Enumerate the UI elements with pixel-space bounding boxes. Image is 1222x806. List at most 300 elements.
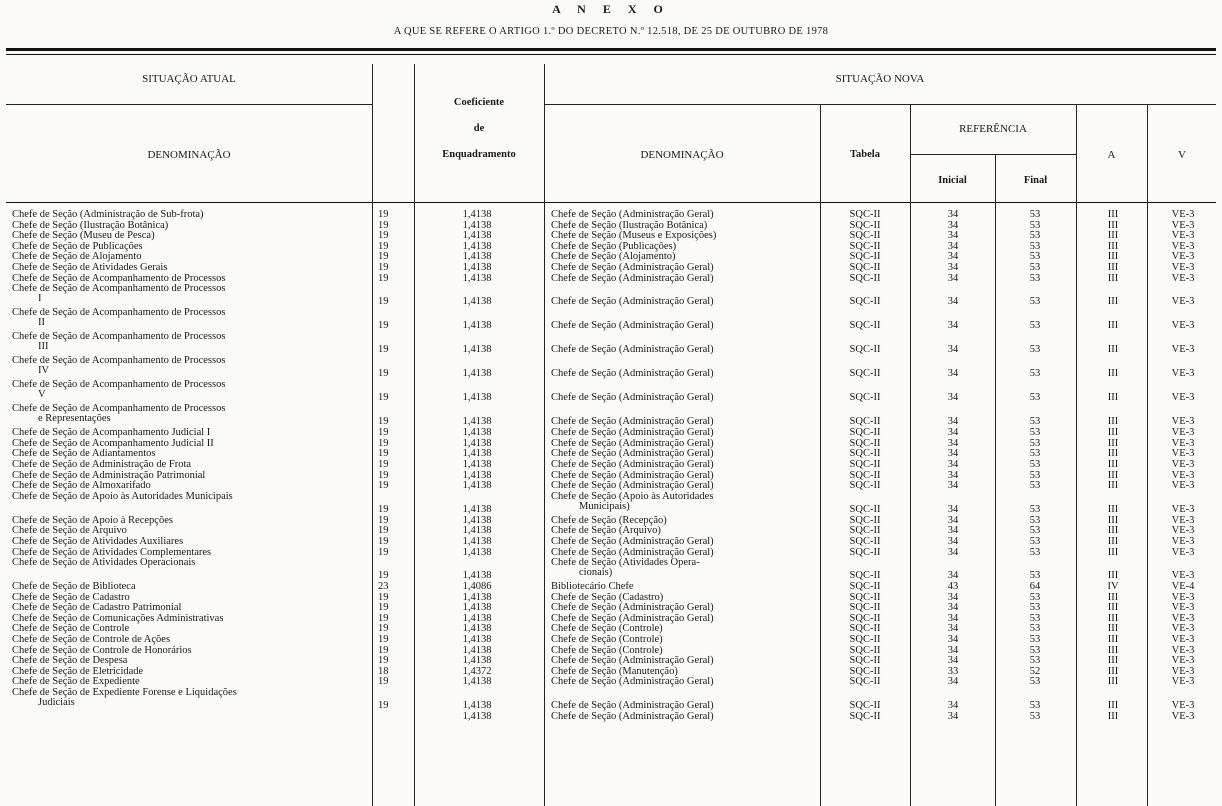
referencia-inicial: 34: [947, 525, 959, 537]
referencia-inicial: 34: [947, 230, 959, 242]
referencia-inicial: 34: [947, 546, 959, 558]
grupo: 18: [378, 665, 389, 677]
denominacao-nova: Chefe de Seção (Cadastro): [551, 591, 664, 603]
tabela: SQC-II: [849, 525, 881, 537]
referencia-final: 53: [1029, 623, 1041, 635]
table-row: [0, 558, 1222, 582]
referencia-final: 53: [1029, 458, 1041, 470]
referencia-inicial: 34: [947, 458, 959, 470]
coluna-v: VE-3: [1171, 368, 1195, 380]
referencia-inicial: 34: [947, 320, 959, 332]
denominacao-atual-cont: IV: [38, 365, 50, 377]
denominacao-atual-cont: Judiciais: [38, 697, 75, 709]
referencia-final: 53: [1029, 634, 1041, 646]
referencia-final: 53: [1029, 655, 1041, 667]
coluna-a: III: [1107, 240, 1119, 252]
referencia-inicial: 34: [947, 480, 959, 492]
denominacao-atual: Chefe de Seção de Adiantamentos: [12, 448, 156, 460]
coluna-a: III: [1107, 644, 1119, 656]
denominacao-nova: Chefe de Seção (Administração Geral): [551, 711, 714, 723]
denominacao-atual: Chefe de Seção de Atividades Gerais: [12, 261, 168, 273]
grupo: 19: [378, 676, 389, 688]
coluna-a: III: [1107, 320, 1119, 332]
coeficiente: 1,4138: [462, 623, 492, 635]
table-row: [0, 284, 1222, 308]
tabela: SQC-II: [849, 427, 881, 439]
coluna-a: III: [1107, 612, 1119, 624]
referencia-final: 53: [1029, 700, 1041, 712]
referencia-inicial: 34: [947, 514, 959, 526]
coluna-v: VE-3: [1171, 296, 1195, 308]
denominacao-atual: Chefe de Seção de Expediente: [12, 676, 140, 688]
grupo: 19: [378, 514, 389, 526]
coeficiente: 1,4138: [462, 634, 492, 646]
denominacao-atual: Chefe de Seção de Acompanhamento de Processos: [12, 272, 226, 284]
coeficiente: 1,4138: [462, 437, 492, 449]
tabela: SQC-II: [849, 437, 881, 449]
tabela: SQC-II: [849, 623, 881, 635]
coluna-a: III: [1107, 219, 1119, 231]
denominacao-atual: Chefe de Seção de Eletricidade: [12, 665, 144, 677]
coluna-v: VE-3: [1171, 469, 1195, 481]
tabela: SQC-II: [849, 665, 881, 677]
referencia-final: 53: [1029, 503, 1041, 515]
denominacao-nova: Chefe de Seção (Administração Geral): [551, 437, 714, 449]
coluna-v: VE-3: [1171, 251, 1195, 263]
coluna-a: III: [1107, 655, 1119, 667]
referencia-final: 53: [1029, 480, 1041, 492]
denominacao-nova: Chefe de Seção (Administração Geral): [551, 612, 714, 624]
referencia-final: 53: [1029, 416, 1041, 428]
referencia-inicial: 34: [947, 448, 959, 460]
coeficiente: 1,4138: [462, 711, 492, 723]
table-row: [0, 537, 1222, 548]
denominacao-atual: Chefe de Seção de Alojamento: [12, 251, 142, 263]
coeficiente: 1,4138: [462, 427, 492, 439]
coeficiente: 1,4138: [462, 546, 492, 558]
grupo: 19: [378, 320, 389, 332]
referencia-final: 53: [1029, 261, 1041, 273]
coluna-v: VE-3: [1171, 546, 1195, 558]
coluna-v: VE-3: [1171, 676, 1195, 688]
coluna-v: VE-3: [1171, 344, 1195, 356]
coluna-a: III: [1107, 570, 1119, 582]
table-row: [0, 332, 1222, 356]
grupo: 19: [378, 503, 389, 515]
coluna-v: VE-3: [1171, 570, 1195, 582]
header-rule: [544, 104, 1216, 105]
denominacao-nova-cont: cionais): [579, 567, 613, 579]
denominacao-atual: Chefe de Seção de Almoxarifado: [12, 480, 151, 492]
referencia-final: 53: [1029, 240, 1041, 252]
tabela: SQC-II: [849, 602, 881, 614]
denominacao-atual: Chefe de Seção de Atividades Complementares: [12, 546, 212, 558]
denominacao-atual: Chefe de Seção de Acompanhamento de Processos: [12, 307, 226, 319]
coluna-v: VE-3: [1171, 655, 1195, 667]
referencia-final: 53: [1029, 711, 1041, 723]
referencia-final: 53: [1029, 469, 1041, 481]
coluna-a: III: [1107, 368, 1119, 380]
grupo: 19: [378, 344, 389, 356]
tabela: SQC-II: [849, 296, 881, 308]
coeficiente: 1,4138: [462, 644, 492, 656]
denominacao-atual: Chefe de Seção de Expediente Forense e Liquidações: [12, 687, 237, 699]
referencia-final: 53: [1029, 209, 1041, 220]
coluna-v: VE-4: [1171, 581, 1195, 593]
coluna-v: VE-3: [1171, 261, 1195, 273]
header-final: Final: [1023, 175, 1048, 186]
coeficiente: 1,4138: [462, 392, 492, 404]
denominacao-atual: Chefe de Seção de Administração Patrimonial: [12, 469, 206, 481]
header-de: de: [473, 123, 485, 134]
coeficiente: 1,4138: [462, 525, 492, 537]
denominacao-nova: Chefe de Seção (Administração Geral): [551, 655, 714, 667]
coluna-a: III: [1107, 634, 1119, 646]
tabela: SQC-II: [849, 655, 881, 667]
denominacao-atual: Chefe de Seção de Arquivo: [12, 525, 127, 537]
table-row: [0, 380, 1222, 404]
coluna-v: VE-3: [1171, 535, 1195, 547]
referencia-inicial: 34: [947, 591, 959, 603]
denominacao-atual: Chefe de Seção de Cadastro Patrimonial: [12, 602, 182, 614]
tabela: SQC-II: [849, 209, 881, 220]
denominacao-nova: Chefe de Seção (Administração Geral): [551, 320, 714, 332]
referencia-final: 53: [1029, 525, 1041, 537]
denominacao-nova: Chefe de Seção (Museus e Exposições): [551, 230, 717, 242]
coeficiente: 1,4138: [462, 261, 492, 273]
coluna-a: III: [1107, 344, 1119, 356]
referencia-final: 53: [1029, 320, 1041, 332]
table-row: [0, 308, 1222, 332]
denominacao-nova-cont: Municipais): [579, 500, 630, 512]
denominacao-atual-cont: e Representações: [38, 413, 111, 425]
grupo: 19: [378, 480, 389, 492]
referencia-final: 53: [1029, 535, 1041, 547]
denominacao-nova: Chefe de Seção (Arquivo): [551, 525, 661, 537]
coeficiente: 1,4086: [462, 581, 492, 593]
grupo: 19: [378, 392, 389, 404]
coluna-v: VE-3: [1171, 437, 1195, 449]
coeficiente: 1,4138: [462, 209, 492, 220]
tabela: SQC-II: [849, 261, 881, 273]
referencia-final: 53: [1029, 612, 1041, 624]
referencia-inicial: 34: [947, 219, 959, 231]
grupo: 19: [378, 458, 389, 470]
coluna-a: III: [1107, 448, 1119, 460]
grupo: 19: [378, 219, 389, 231]
referencia-final: 53: [1029, 546, 1041, 558]
coluna-a: III: [1107, 503, 1119, 515]
denominacao-nova: Chefe de Seção (Apoio às Autoridades: [551, 490, 714, 502]
tabela: SQC-II: [849, 546, 881, 558]
grupo: 19: [378, 296, 389, 308]
denominacao-atual: Chefe de Seção de Acompanhamento de Processos: [12, 355, 226, 367]
denominacao-atual: Chefe de Seção de Controle de Honorários: [12, 644, 192, 656]
referencia-final: 53: [1029, 448, 1041, 460]
coluna-a: III: [1107, 272, 1119, 284]
tabela: SQC-II: [849, 344, 881, 356]
tabela: SQC-II: [849, 700, 881, 712]
table-row: [0, 263, 1222, 274]
tabela: SQC-II: [849, 240, 881, 252]
coluna-a: III: [1107, 469, 1119, 481]
coluna-a: III: [1107, 602, 1119, 614]
coluna-a: III: [1107, 230, 1119, 242]
denominacao-atual-cont: V: [38, 389, 46, 401]
denominacao-nova: Chefe de Seção (Atividades Opera-: [551, 557, 700, 569]
referencia-inicial: 34: [947, 535, 959, 547]
document-subtitle: A QUE SE REFERE O ARTIGO 1.º DO DECRETO N.º 12.518, DE 25 DE OUTUBRO DE 1978: [393, 26, 829, 37]
denominacao-nova: Chefe de Seção (Administração Geral): [551, 458, 714, 470]
denominacao-nova: Chefe de Seção (Controle): [551, 644, 663, 656]
referencia-final: 52: [1029, 665, 1041, 677]
table-body: [0, 210, 1222, 723]
coluna-a: III: [1107, 525, 1119, 537]
referencia-inicial: 34: [947, 644, 959, 656]
grupo: 19: [378, 634, 389, 646]
tabela: SQC-II: [849, 480, 881, 492]
tabela: SQC-II: [849, 514, 881, 526]
coluna-v: VE-3: [1171, 209, 1195, 220]
tabela: SQC-II: [849, 392, 881, 404]
denominacao-nova: Chefe de Seção (Ilustração Botânica): [551, 219, 708, 231]
table-row: [0, 688, 1222, 712]
coluna-v: VE-3: [1171, 634, 1195, 646]
coluna-v: VE-3: [1171, 392, 1195, 404]
grupo: 23: [378, 581, 389, 593]
coeficiente: 1,4138: [462, 612, 492, 624]
denominacao-atual: Chefe de Seção de Acompanhamento Judicial I: [12, 427, 211, 439]
coeficiente: 1,4372: [462, 665, 492, 677]
coluna-a: III: [1107, 458, 1119, 470]
referencia-final: 53: [1029, 570, 1041, 582]
top-rule: [6, 48, 1216, 51]
denominacao-nova: Chefe de Seção (Administração Geral): [551, 469, 714, 481]
grupo: 19: [378, 623, 389, 635]
denominacao-atual: Chefe de Seção de Despesa: [12, 655, 128, 667]
tabela: SQC-II: [849, 612, 881, 624]
denominacao-atual: Chefe de Seção (Administração de Sub-frota): [12, 209, 204, 220]
tabela: SQC-II: [849, 634, 881, 646]
grupo: 19: [378, 272, 389, 284]
coluna-v: VE-3: [1171, 612, 1195, 624]
tabela: SQC-II: [849, 591, 881, 603]
coeficiente: 1,4138: [462, 469, 492, 481]
tabela: SQC-II: [849, 581, 881, 593]
coluna-a: III: [1107, 251, 1119, 263]
coeficiente: 1,4138: [462, 676, 492, 688]
coluna-a: III: [1107, 591, 1119, 603]
coeficiente: 1,4138: [462, 591, 492, 603]
coluna-v: VE-3: [1171, 623, 1195, 635]
referencia-inicial: 34: [947, 655, 959, 667]
denominacao-nova: Chefe de Seção (Administração Geral): [551, 546, 714, 558]
coluna-v: VE-3: [1171, 427, 1195, 439]
referencia-inicial: 43: [947, 581, 959, 593]
tabela: SQC-II: [849, 535, 881, 547]
top-rule-thin: [6, 54, 1216, 55]
referencia-inicial: 34: [947, 437, 959, 449]
coluna-v: VE-3: [1171, 514, 1195, 526]
denominacao-nova: Chefe de Seção (Publicações): [551, 240, 677, 252]
table-row: [0, 460, 1222, 471]
referencia-inicial: 34: [947, 602, 959, 614]
denominacao-atual: Chefe de Seção de Comunicações Administrativas: [12, 612, 224, 624]
coluna-v: VE-3: [1171, 711, 1195, 723]
coluna-a: IV: [1107, 581, 1119, 593]
coeficiente: 1,4138: [462, 219, 492, 231]
tabela: SQC-II: [849, 251, 881, 263]
coluna-a: III: [1107, 514, 1119, 526]
denominacao-nova: Chefe de Seção (Administração Geral): [551, 535, 714, 547]
grupo: 19: [378, 448, 389, 460]
grupo: 19: [378, 535, 389, 547]
denominacao-nova: Chefe de Seção (Administração Geral): [551, 209, 714, 220]
table-row: [0, 210, 1222, 221]
denominacao-atual: Chefe de Seção (Museu de Pesca): [12, 230, 155, 242]
denominacao-nova: Chefe de Seção (Administração Geral): [551, 700, 714, 712]
coluna-a: III: [1107, 676, 1119, 688]
coluna-v: VE-3: [1171, 665, 1195, 677]
coluna-a: III: [1107, 711, 1119, 723]
coeficiente: 1,4138: [462, 272, 492, 284]
denominacao-nova: Chefe de Seção (Administração Geral): [551, 676, 714, 688]
header-situacao-nova: SITUAÇÃO NOVA: [835, 73, 925, 85]
denominacao-atual-cont: III: [38, 341, 49, 353]
referencia-final: 53: [1029, 644, 1041, 656]
coluna-a: III: [1107, 392, 1119, 404]
coeficiente: 1,4138: [462, 416, 492, 428]
coluna-a: III: [1107, 623, 1119, 635]
coeficiente: 1,4138: [462, 602, 492, 614]
denominacao-nova: Chefe de Seção (Administração Geral): [551, 448, 714, 460]
referencia-inicial: 34: [947, 503, 959, 515]
grupo: 19: [378, 261, 389, 273]
coluna-v: VE-3: [1171, 240, 1195, 252]
denominacao-atual: Chefe de Seção (Ilustração Botânica): [12, 219, 169, 231]
coeficiente: 1,4138: [462, 344, 492, 356]
denominacao-atual: Chefe de Seção de Acompanhamento de Processos: [12, 403, 226, 415]
header-situacao-atual: SITUAÇÃO ATUAL: [142, 73, 236, 85]
referencia-final: 53: [1029, 219, 1041, 231]
grupo: 19: [378, 240, 389, 252]
grupo: 19: [378, 644, 389, 656]
header-bottom-rule: [6, 202, 1216, 203]
coluna-v: VE-3: [1171, 700, 1195, 712]
denominacao-atual: Chefe de Seção de Atividades Auxiliares: [12, 535, 184, 547]
referencia-final: 53: [1029, 676, 1041, 688]
tabela: SQC-II: [849, 320, 881, 332]
tabela: SQC-II: [849, 644, 881, 656]
denominacao-nova: Chefe de Seção (Administração Geral): [551, 602, 714, 614]
denominacao-atual: Chefe de Seção de Publicações: [12, 240, 143, 252]
denominacao-nova: Chefe de Seção (Administração Geral): [551, 261, 714, 273]
grupo: 19: [378, 469, 389, 481]
coluna-v: VE-3: [1171, 591, 1195, 603]
denominacao-atual: Chefe de Seção de Acompanhamento de Processos: [12, 331, 226, 343]
coeficiente: 1,4138: [462, 535, 492, 547]
referencia-final: 53: [1029, 251, 1041, 263]
header-referencia: REFERÊNCIA: [959, 123, 1027, 135]
coluna-a: III: [1107, 437, 1119, 449]
coeficiente: 1,4138: [462, 230, 492, 242]
denominacao-nova: Chefe de Seção (Recepção): [551, 514, 667, 526]
denominacao-nova: Chefe de Seção (Administração Geral): [551, 344, 714, 356]
grupo: 19: [378, 525, 389, 537]
denominacao-nova: Chefe de Seção (Administração Geral): [551, 296, 714, 308]
referencia-final: 64: [1029, 581, 1041, 593]
denominacao-atual: Chefe de Seção de Controle: [12, 623, 130, 635]
coeficiente: 1,4138: [462, 503, 492, 515]
tabela: SQC-II: [849, 711, 881, 723]
tabela: SQC-II: [849, 469, 881, 481]
referencia-inicial: 34: [947, 209, 959, 220]
coeficiente: 1,4138: [462, 240, 492, 252]
grupo: 19: [378, 416, 389, 428]
grupo: 19: [378, 570, 389, 582]
denominacao-atual-cont: II: [38, 317, 45, 329]
coluna-a: III: [1107, 665, 1119, 677]
coeficiente: 1,4138: [462, 570, 492, 582]
coluna-v: VE-3: [1171, 458, 1195, 470]
coluna-v: VE-3: [1171, 272, 1195, 284]
table-row: [0, 712, 1222, 723]
denominacao-atual: Chefe de Seção de Controle de Ações: [12, 634, 171, 646]
grupo: 19: [378, 230, 389, 242]
grupo: 19: [378, 700, 389, 712]
denominacao-nova: Chefe de Seção (Administração Geral): [551, 392, 714, 404]
referencia-final: 53: [1029, 344, 1041, 356]
coluna-v: VE-3: [1171, 219, 1195, 231]
grupo: 19: [378, 437, 389, 449]
coluna-v: VE-3: [1171, 480, 1195, 492]
header-rule: [6, 104, 372, 105]
coluna-a: III: [1107, 416, 1119, 428]
denominacao-atual: Chefe de Seção de Administração de Frota: [12, 458, 192, 470]
referencia-inicial: 34: [947, 392, 959, 404]
denominacao-atual: Chefe de Seção de Apoio às Autoridades Municipais: [12, 490, 233, 502]
denominacao-nova: Chefe de Seção (Administração Geral): [551, 368, 714, 380]
referencia-final: 53: [1029, 272, 1041, 284]
coluna-a: III: [1107, 261, 1119, 273]
denominacao-nova: Chefe de Seção (Administração Geral): [551, 480, 714, 492]
referencia-final: 53: [1029, 427, 1041, 439]
tabela: SQC-II: [849, 219, 881, 231]
coluna-v: VE-3: [1171, 230, 1195, 242]
grupo: 19: [378, 251, 389, 263]
grupo: 19: [378, 427, 389, 439]
referencia-final: 53: [1029, 368, 1041, 380]
denominacao-nova: Chefe de Seção (Administração Geral): [551, 416, 714, 428]
coeficiente: 1,4138: [462, 700, 492, 712]
coluna-v: VE-3: [1171, 503, 1195, 515]
header-a: A: [1107, 149, 1116, 161]
referencia-final: 53: [1029, 591, 1041, 603]
grupo: 19: [378, 209, 389, 220]
denominacao-atual: Chefe de Seção de Atividades Operacionais: [12, 557, 196, 569]
denominacao-atual-cont: I: [38, 293, 42, 305]
coeficiente: 1,4138: [462, 320, 492, 332]
referencia-inicial: 34: [947, 251, 959, 263]
header-coeficiente: Coeficiente: [453, 97, 505, 108]
referencia-inicial: 34: [947, 570, 959, 582]
coeficiente: 1,4138: [462, 251, 492, 263]
denominacao-atual: Chefe de Seção de Acompanhamento de Processos: [12, 283, 226, 295]
denominacao-atual: Chefe de Seção de Biblioteca: [12, 581, 136, 593]
grupo: 19: [378, 546, 389, 558]
grupo: 19: [378, 612, 389, 624]
referencia-inicial: 34: [947, 612, 959, 624]
